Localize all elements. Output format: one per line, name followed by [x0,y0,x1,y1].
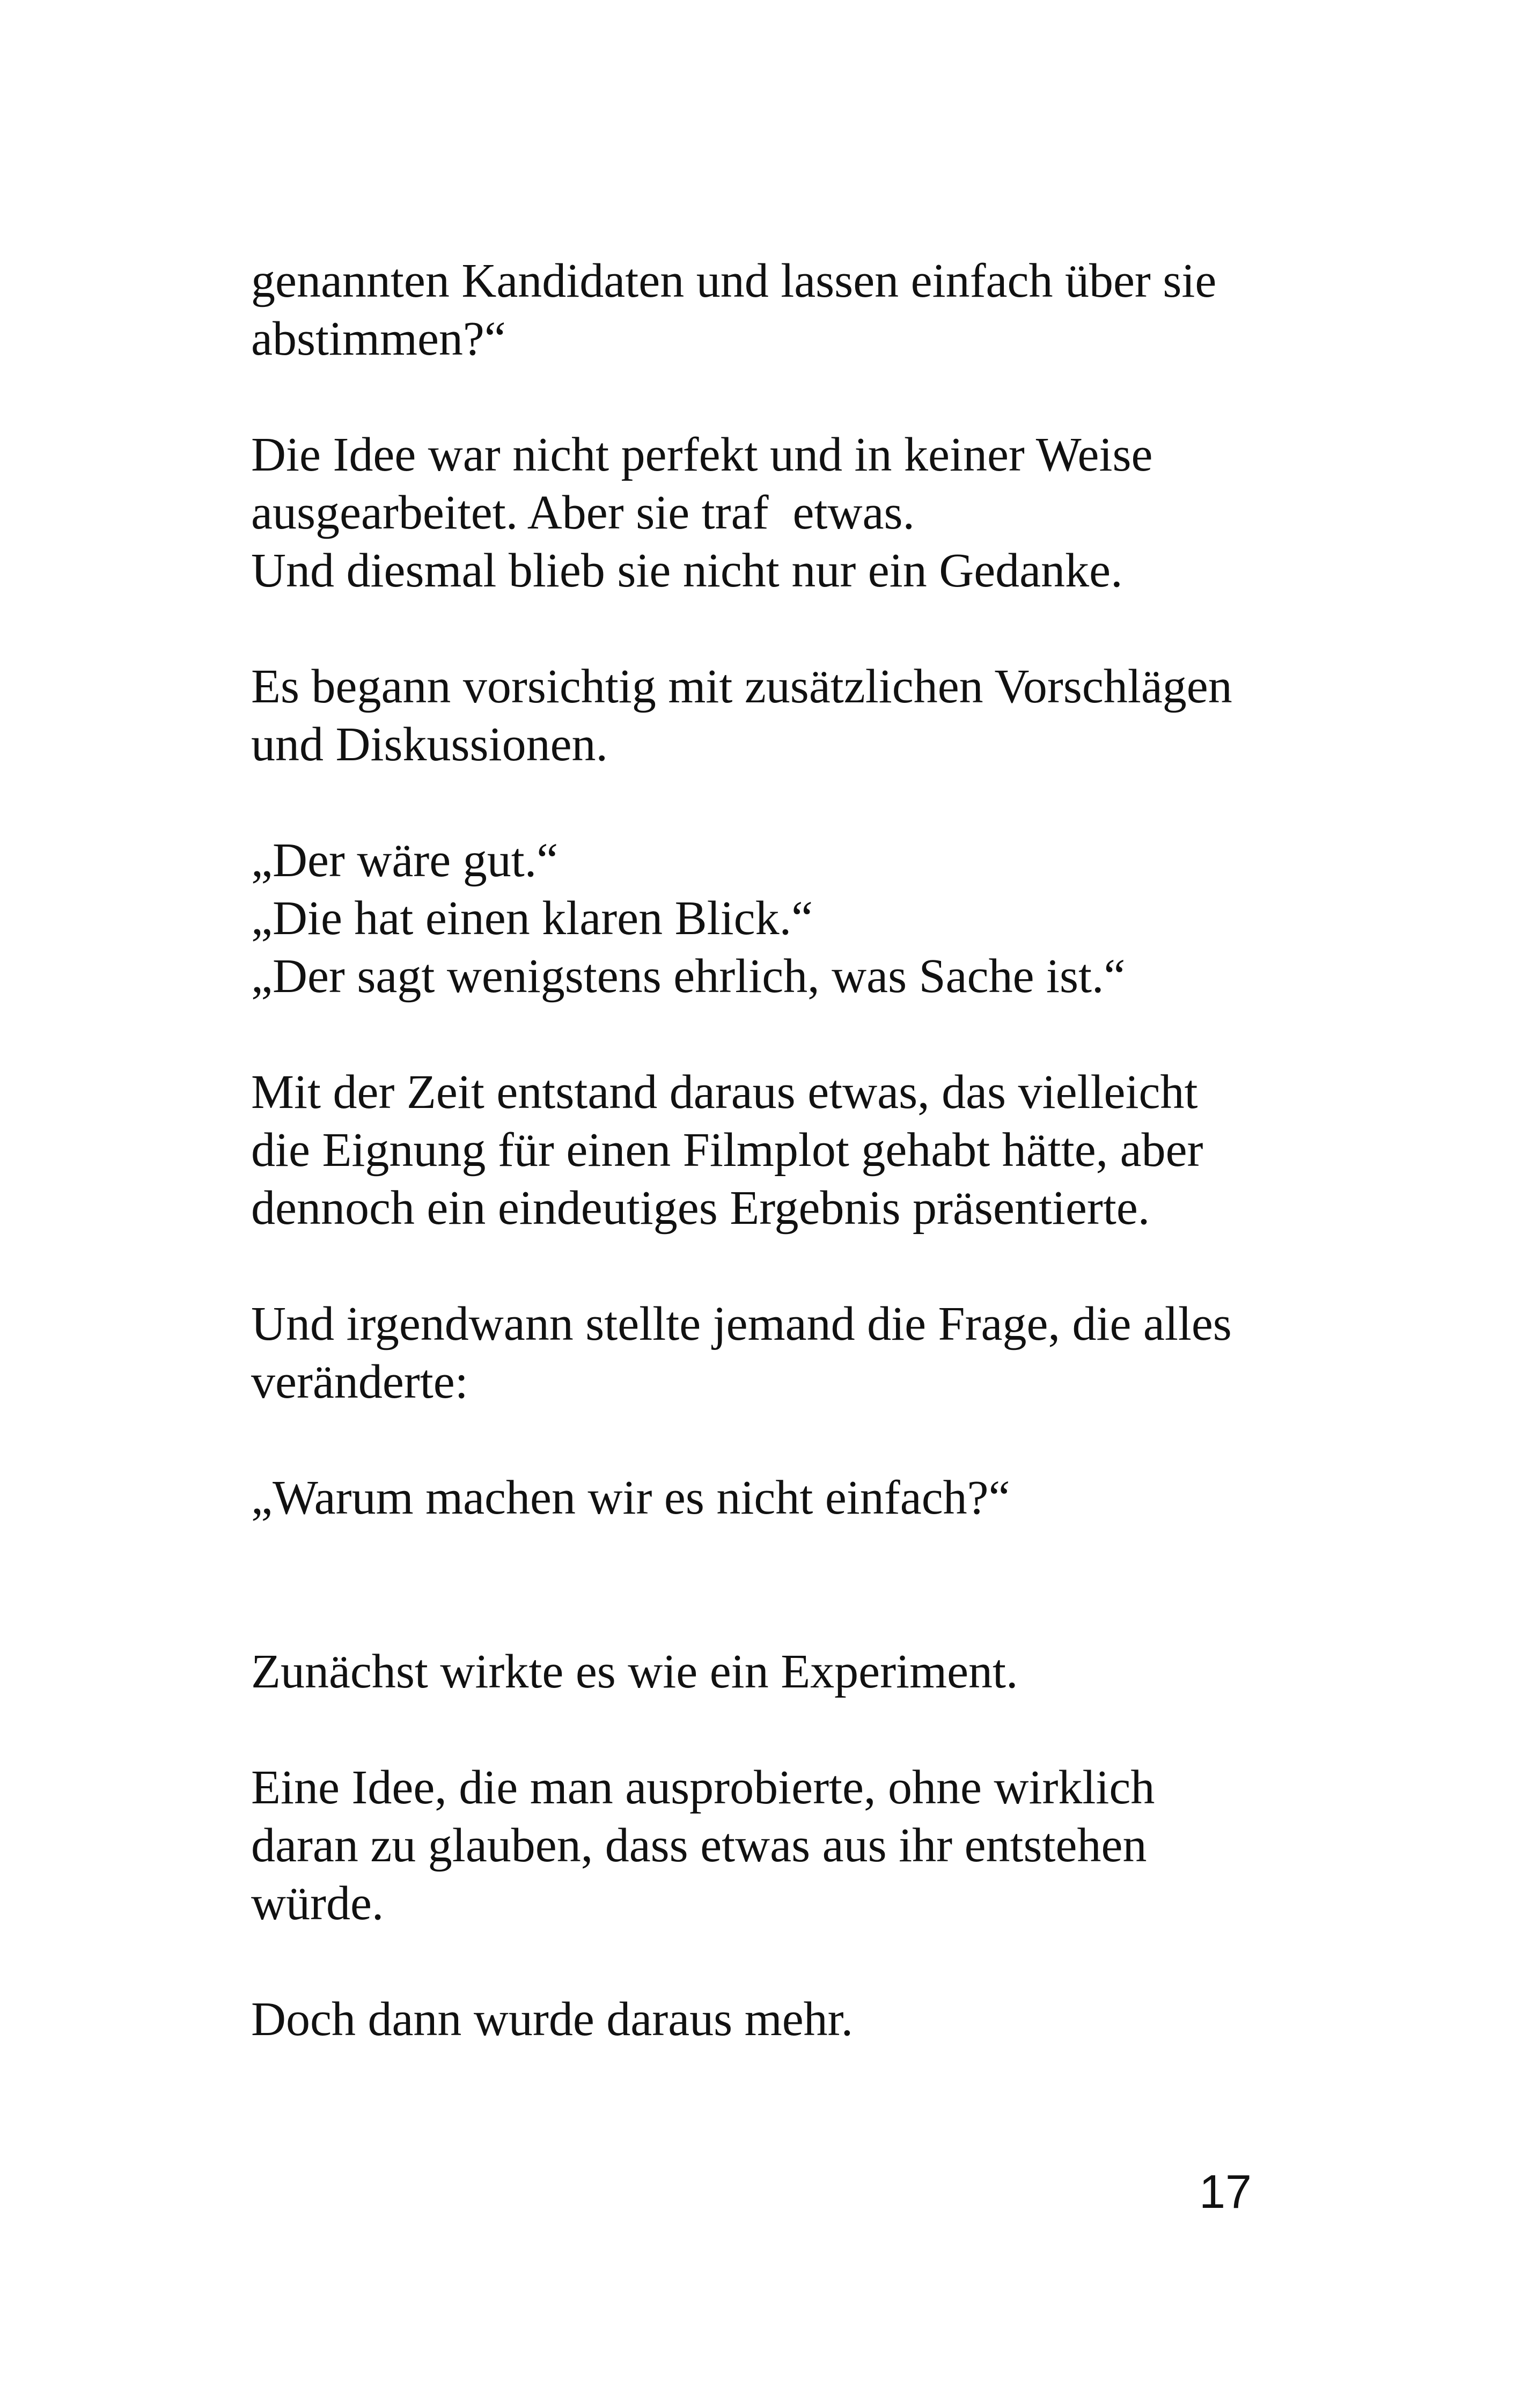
paragraph [251,1759,1303,1933]
quote-line: „Der wäre gut.“ [251,834,559,887]
text-line: Und diesmal blieb sie nicht nur ein Gedanke. [251,544,1123,597]
paragraph [251,832,1303,1005]
text-line: abstimmen?“ [251,312,506,365]
text-line: die Eignung für einen Filmplot gehabt hätte, aber [251,1124,1203,1177]
quote-line: „Warum machen wir es nicht einfach?“ [251,1471,1010,1524]
text-line: genannten Kandidaten und lassen einfach über sie [251,254,1217,307]
paragraph [251,252,1303,368]
paragraph [251,1469,1303,1527]
text-line: würde. [251,1877,384,1930]
paragraph [251,658,1303,774]
paragraph [251,1063,1303,1237]
text-line: daran zu glauben, dass etwas aus ihr entstehen [251,1819,1147,1872]
page-number: 17 [1199,2165,1252,2218]
text-line: Mit der Zeit entstand daraus etwas, das vielleicht [251,1066,1198,1119]
text-line: Die Idee war nicht perfekt und in keiner Weise [251,428,1153,481]
body-text [251,252,1303,2049]
text-line: Und irgendwann stellte jemand die Frage, die alles [251,1297,1232,1350]
text-line: Zunächst wirkte es wie ein Experiment. [251,1645,1018,1698]
quote-line: „Die hat einen klaren Blick.“ [251,892,813,945]
paragraph [251,426,1303,600]
text-line: ausgearbeitet. Aber sie traf etwas. [251,486,915,539]
paragraph [251,1295,1303,1411]
text-line: und Diskussionen. [251,718,608,771]
quote-line: „Der sagt wenigstens ehrlich, was Sache ist.“ [251,950,1126,1003]
text-line: dennoch ein eindeutiges Ergebnis präsentierte. [251,1181,1150,1235]
text-line: Doch dann wurde daraus mehr. [251,1993,854,2046]
text-line: Es begann vorsichtig mit zusätzlichen Vorschlägen [251,660,1232,713]
paragraph [251,1643,1303,1701]
text-line: Eine Idee, die man ausprobierte, ohne wirklich [251,1761,1155,1814]
text-line: veränderte: [251,1355,468,1408]
paragraph [251,1991,1303,2049]
